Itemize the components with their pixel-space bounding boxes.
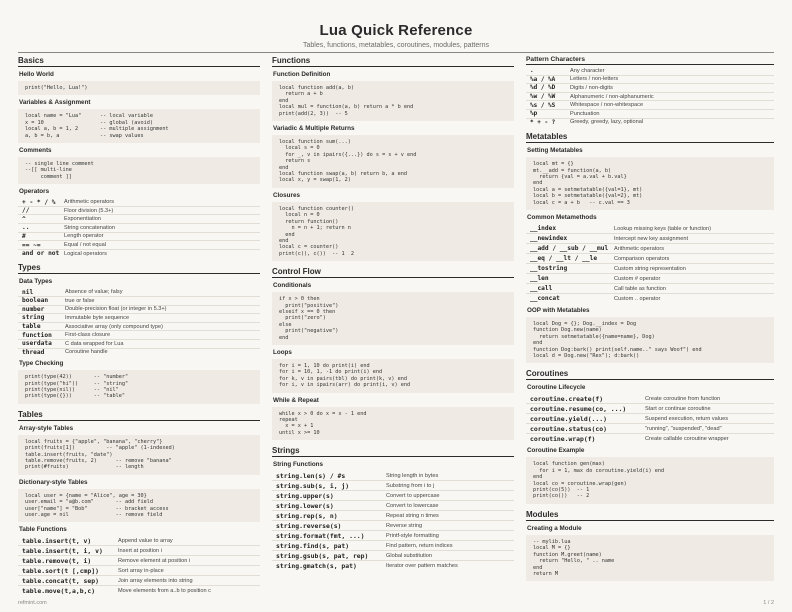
- term: coroutine.status(co): [530, 424, 607, 433]
- description: Remove element at position i: [118, 557, 191, 564]
- metamethods-table: [526, 224, 774, 303]
- term: __tostring: [530, 265, 568, 272]
- description: Digits / non-digits: [570, 84, 613, 91]
- code-block: local name = "Lua" -- local variable x = 10 -- global (avoid) local a, b = 1, 2 -- multiple assignment a, b = b, a -- swap values: [18, 109, 260, 143]
- table-row: [526, 424, 774, 434]
- subsection-title: Data Types: [19, 278, 53, 286]
- description: Custom .. operator: [614, 295, 661, 302]
- description: Create callable coroutine wrapper: [645, 435, 729, 442]
- term: string.reverse(s): [276, 521, 342, 530]
- term: __len: [530, 275, 549, 282]
- description: First-class closure: [65, 332, 111, 339]
- section-title: Functions: [272, 56, 514, 67]
- description: Start or continue coroutine: [645, 405, 711, 412]
- term: %w / %W: [530, 93, 556, 101]
- term: __add / __sub / __mul: [530, 245, 609, 252]
- table-row: [18, 241, 260, 250]
- section-modules: [526, 510, 774, 581]
- term: //: [22, 207, 30, 215]
- column-3: [526, 56, 774, 587]
- description: Lookup missing keys (table or function): [614, 225, 712, 232]
- description: Comparison operators: [614, 255, 670, 262]
- section-title: Control Flow: [272, 267, 514, 278]
- term: + - * / %: [22, 198, 56, 206]
- term: __newindex: [530, 235, 568, 242]
- section-title: Pattern Characters: [526, 56, 774, 65]
- table-row: [526, 294, 774, 303]
- table-row: [18, 586, 260, 595]
- term: number: [22, 305, 45, 313]
- header-rule: [18, 52, 774, 53]
- description: Find pattern, return indices: [386, 542, 453, 549]
- table-row: [526, 67, 774, 76]
- description: Create coroutine from function: [645, 395, 721, 402]
- term: string.gmatch(s, pat): [276, 561, 357, 570]
- description: Substring from i to j: [386, 482, 435, 489]
- term: table: [22, 323, 41, 331]
- section-coroutines: [526, 369, 774, 503]
- table-row: [526, 434, 774, 443]
- table-row: [18, 340, 260, 349]
- code-block: local function gen(max) for i = 1, max do coroutine.yield(i) end end local co = coroutine.wrap(gen) print(co(5)) -- 1 print(co()) -- 2: [526, 457, 774, 503]
- code-block: local Dog = {}; Dog.__index = Dog function Dog.new(name) return setmetatable({name=name}, Dog) end function Dog:bark() print(self.name.." says Woof") end local d = Dog.new("Rex"); d:bark(): [526, 317, 774, 363]
- table-row: [18, 288, 260, 297]
- term: .: [530, 67, 534, 75]
- footer-page-number: 1 / 2: [763, 600, 774, 606]
- term: table.concat(t, sep): [22, 576, 99, 585]
- section-title: Metatables: [526, 132, 774, 143]
- table-row: [526, 224, 774, 234]
- table-row: [272, 511, 514, 521]
- data-types-table: [18, 288, 260, 356]
- table-row: [18, 314, 260, 323]
- description: Call table as function: [614, 285, 666, 292]
- description: Append value to array: [118, 537, 173, 544]
- description: Custom string representation: [614, 265, 686, 272]
- term: string: [22, 314, 45, 322]
- subsection-title: Type Checking: [19, 360, 64, 368]
- subsection-title: Closures: [273, 191, 300, 199]
- term: ..: [22, 224, 30, 232]
- description: Join array elements into string: [118, 577, 193, 584]
- table-row: [526, 404, 774, 414]
- description: Punctuation: [570, 110, 600, 117]
- subsection-title: Function Definition: [273, 71, 331, 78]
- code-block: local fruits = {"apple", "banana", "cherry"} print(fruits[1]) -- "apple" (1-indexed) table.insert(fruits, "date") table.remove(fruits, 2) -- remove "banana" print(#fruits) -- length: [18, 435, 260, 475]
- term: nil: [22, 288, 34, 296]
- table-row: [18, 233, 260, 242]
- subsection-title: Comments: [19, 147, 52, 155]
- table-row: [18, 556, 260, 566]
- term: #: [22, 232, 26, 240]
- description: Move elements from a..b to position c: [118, 587, 211, 594]
- description: Suspend execution, return values: [645, 415, 729, 422]
- table-row: [272, 481, 514, 491]
- column-1: [18, 56, 260, 601]
- table-row: [18, 306, 260, 315]
- table-row: [18, 297, 260, 306]
- term: string.rep(s, n): [276, 511, 338, 520]
- operators-table: [18, 198, 260, 257]
- subsection-title: While & Repeat: [273, 396, 319, 404]
- subsection-title: Array-style Tables: [19, 424, 74, 432]
- table-row: [272, 521, 514, 531]
- term: function: [22, 331, 52, 339]
- section-types: [18, 263, 260, 403]
- table-row: [526, 119, 774, 127]
- section-strings: [272, 446, 514, 570]
- description: Reverse string: [386, 522, 423, 529]
- table-row: [18, 323, 260, 332]
- term: table.remove(t, i): [22, 556, 92, 565]
- subsection-title: OOP with Metatables: [527, 307, 590, 314]
- code-block: print(type(42)) -- "number" print(type("hi")) -- "string" print(type(nil)) -- "nil" print(type({})) -- "table": [18, 370, 260, 404]
- term: %p: [530, 110, 538, 118]
- table-row: [526, 414, 774, 424]
- code-block: local mt = {} mt.__add = function(a, b) return {val = a.val + b.val} end local a = setmetatable({val=1}, mt) local b = setmetatable({val=2}, mt) local c = a + b -- c.val == 3: [526, 157, 774, 210]
- table-row: [18, 198, 260, 207]
- description: Double-precision float (or integer in 5.3+): [65, 306, 167, 313]
- subsection-title: Loops: [273, 348, 292, 356]
- table-row: [526, 101, 774, 110]
- code-block: for i = 1, 10 do print(i) end for i = 10, 1, -1 do print(i) end for k, v in pairs(tbl) do print(k, v) end for i, v in ipairs(arr) do print(i, v) end: [272, 359, 514, 393]
- description: Associative array (only compound type): [65, 323, 163, 330]
- code-block: local user = {name = "Alice", age = 30} user.email = "a@b.com" -- add field user["name"] = "Bob" -- bracket access user.age = nil -- remove field: [18, 489, 260, 523]
- description: Greedy, greedy, lazy, optional: [570, 119, 644, 126]
- table-row: [272, 471, 514, 481]
- table-row: [526, 274, 774, 284]
- description: Absence of value; falsy: [65, 289, 123, 296]
- subsection-title: Operators: [19, 188, 50, 196]
- description: Convert to uppercase: [386, 492, 440, 499]
- term: table.sort(t [,cmp]): [22, 566, 99, 575]
- term: table.insert(t, i, v): [22, 546, 103, 555]
- section-title: Strings: [272, 446, 514, 457]
- description: Floor division (5.3+): [64, 207, 114, 214]
- code-block: local function counter() local n = 0 return function() n = n + 1; return n end end local c = counter() print(c(), c()) -- 1 2: [272, 202, 514, 261]
- term: userdata: [22, 340, 52, 348]
- description: Whitespace / non-whitespace: [570, 102, 644, 109]
- section-pattern-characters: [526, 56, 774, 126]
- page-subtitle: Tables, functions, metatables, coroutines, modules, patterns: [303, 42, 489, 49]
- subsection-title: Conditionals: [273, 282, 312, 290]
- term: %a / %A: [530, 75, 556, 83]
- description: Exponentiation: [64, 216, 102, 223]
- term: and or not: [22, 250, 60, 258]
- page-title: Lua Quick Reference: [319, 22, 473, 39]
- term: table.insert(t, v): [22, 536, 92, 545]
- description: Printf-style formatting: [386, 532, 439, 539]
- table-row: [526, 264, 774, 274]
- table-row: [526, 284, 774, 294]
- section-functions: [272, 56, 514, 261]
- table-row: [18, 576, 260, 586]
- term: string.len(s) / #s: [276, 471, 346, 480]
- code-block: local function add(a, b) return a + b end local mul = function(a, b) return a * b end print(add(2, 3)) -- 5: [272, 81, 514, 121]
- term: string.find(s, pat): [276, 541, 350, 550]
- subsection-title: Coroutine Example: [527, 447, 585, 455]
- string-functions-table: [272, 471, 514, 570]
- description: Arithmetic operators: [64, 199, 115, 206]
- term: %s / %S: [530, 101, 556, 109]
- description: Sort array in-place: [118, 567, 164, 574]
- table-row: [18, 215, 260, 224]
- term: coroutine.create(f): [530, 394, 604, 403]
- table-row: [272, 561, 514, 570]
- table-row: [272, 501, 514, 511]
- table-row: [18, 224, 260, 233]
- code-block: while x > 0 do x = x - 1 end repeat x = x + 1 until x >= 10: [272, 407, 514, 441]
- table-functions-table: [18, 536, 260, 595]
- term: string.upper(s): [276, 491, 334, 500]
- term: __call: [530, 285, 553, 292]
- description: Immutable byte sequence: [65, 314, 130, 321]
- description: Repeat string n times: [386, 512, 439, 519]
- section-control-flow: [272, 267, 514, 440]
- term: %d / %D: [530, 84, 556, 92]
- section-title: Coroutines: [526, 369, 774, 380]
- description: Alphanumeric / non-alphanumeric: [570, 93, 654, 100]
- section-title: Modules: [526, 510, 774, 521]
- subsection-title: Setting Metatables: [527, 147, 583, 155]
- description: Length operator: [64, 233, 104, 240]
- term: coroutine.yield(...): [530, 414, 607, 423]
- section-metatables: [526, 132, 774, 363]
- table-row: [272, 491, 514, 501]
- subsection-title: Common Metamethods: [527, 214, 597, 221]
- table-row: [526, 93, 774, 102]
- table-row: [18, 331, 260, 340]
- code-block: -- mylib.lua local M = {} function M.greet(name) return "Hello, " .. name end return M: [526, 535, 774, 581]
- term: __index: [530, 225, 557, 232]
- table-row: [18, 536, 260, 546]
- subsection-title: Variables & Assignment: [19, 99, 91, 107]
- term: coroutine.wrap(f): [530, 434, 596, 443]
- term: string.format(fmt, ...): [276, 531, 365, 540]
- description: Intercept new key assignment: [614, 235, 688, 242]
- section-tables: [18, 410, 260, 596]
- term: == ~=: [22, 241, 41, 249]
- table-row: [526, 110, 774, 119]
- description: String length in bytes: [386, 472, 439, 479]
- code-block: local function sum(...) local s = 0 for _, v in ipairs({...}) do s = s + v end return s end local function swap(a, b) return b, a end local x, y = swap(1, 2): [272, 135, 514, 188]
- term: string.lower(s): [276, 501, 334, 510]
- table-row: [526, 84, 774, 93]
- coroutine-table: [526, 394, 774, 443]
- subsection-title: Hello World: [19, 71, 54, 78]
- term: __eq / __lt / __le: [530, 255, 598, 262]
- subsection-title: Coroutine Lifecycle: [527, 384, 586, 392]
- section-title: Basics: [18, 56, 260, 67]
- term: string.sub(s, i, j): [276, 481, 350, 490]
- table-row: [18, 207, 260, 216]
- term: coroutine.resume(co, ...): [530, 404, 627, 413]
- term: boolean: [22, 297, 49, 305]
- section-title: Tables: [18, 410, 260, 421]
- table-row: [526, 76, 774, 85]
- section-basics: [18, 56, 260, 257]
- subsection-title: Creating a Module: [527, 524, 582, 532]
- description: Convert to lowercase: [386, 502, 439, 509]
- description: Custom # operator: [614, 275, 661, 282]
- subsection-title: Dictionary-style Tables: [19, 478, 88, 486]
- term: * + - ?: [530, 118, 556, 126]
- description: "running", "suspended", "dead": [645, 425, 722, 432]
- term: __concat: [530, 295, 560, 302]
- table-row: [272, 531, 514, 541]
- code-block: if x > 0 then print("positive") elseif x == 0 then print("zero") else print("negative") end: [272, 292, 514, 345]
- subsection-title: Table Functions: [19, 526, 67, 534]
- table-row: [18, 349, 260, 357]
- table-row: [18, 250, 260, 258]
- table-row: [272, 551, 514, 561]
- code-block: print("Hello, Lua!"): [18, 81, 260, 95]
- description: true or false: [65, 297, 95, 304]
- table-row: [526, 254, 774, 264]
- description: Global substitution: [386, 552, 433, 559]
- description: C data wrapped for Lua: [65, 340, 124, 347]
- header: [0, 0, 792, 49]
- description: Iterator over pattern matches: [386, 562, 458, 569]
- description: Arithmetic operators: [614, 245, 665, 252]
- term: table.move(t,a,b,c): [22, 586, 96, 595]
- table-row: [272, 541, 514, 551]
- description: Insert at position i: [118, 547, 162, 554]
- description: Any character: [570, 67, 605, 74]
- table-row: [526, 394, 774, 404]
- section-title: Types: [18, 263, 260, 274]
- subsection-title: Variadic & Multiple Returns: [273, 125, 355, 133]
- description: Coroutine handle: [65, 349, 108, 356]
- table-row: [526, 244, 774, 254]
- table-row: [526, 234, 774, 244]
- pattern-table: [526, 67, 774, 126]
- table-row: [18, 566, 260, 576]
- column-2: [272, 56, 514, 576]
- code-block: -- single line comment --[[ multi-line comment ]]: [18, 157, 260, 184]
- description: Letters / non-letters: [570, 76, 619, 83]
- description: Logical operators: [64, 250, 107, 257]
- description: Equal / not equal: [64, 242, 106, 249]
- table-row: [18, 546, 260, 556]
- description: String concatenation: [64, 224, 115, 231]
- term: ^: [22, 215, 26, 223]
- footer-site: refmint.com: [18, 600, 47, 606]
- term: string.gsub(s, pat, rep): [276, 551, 369, 560]
- subsection-title: String Functions: [273, 461, 324, 469]
- term: thread: [22, 348, 45, 356]
